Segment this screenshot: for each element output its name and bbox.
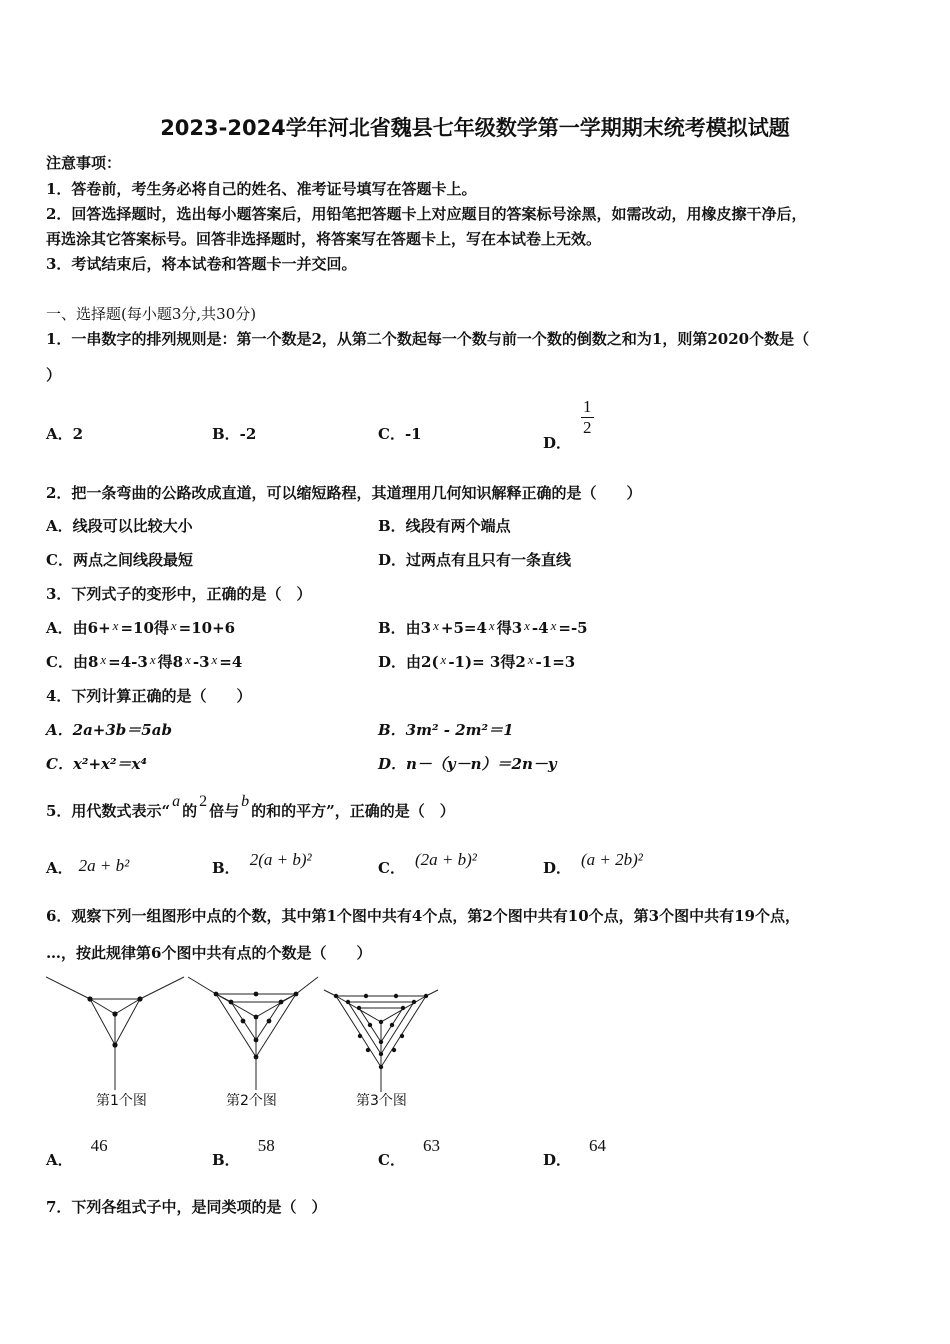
option-value: 58 — [257, 1136, 275, 1155]
notice-item-2a: 2．回答选择题时，选出每小题答案后，用铅笔把答题卡上对应题目的答案标号涂黑，如需改动，用橡皮擦干净后， — [46, 205, 807, 223]
option-value: 63 — [422, 1136, 440, 1155]
var-x: x — [211, 652, 218, 667]
q3-stem: 3．下列式子的变形中，正确的是（ ） — [46, 585, 312, 603]
q7-stem: 7．下列各组式子中，是同类项的是（ ） — [46, 1198, 327, 1216]
option-label: C． — [378, 859, 405, 877]
q1-option-d-label: D． — [543, 433, 572, 452]
option-value: 46 — [90, 1136, 108, 1155]
q6-dot-pattern-figure — [46, 972, 446, 1117]
option-label: D． — [543, 859, 572, 877]
q3-option-b[interactable] — [378, 617, 588, 638]
page-title: 2023-2024学年河北省魏县七年级数学第一学期期末统考模拟试题 — [160, 116, 790, 140]
notice-item-1: 1．答卷前，考生务必将自己的姓名、准考证号填写在答题卡上。 — [46, 180, 477, 198]
q6-stem-2: …，按此规律第6个图中共有点的个数是（ ） — [46, 944, 372, 962]
notice-item-2b: 再选涂其它答案标号。回答非选择题时，将答案写在答题卡上，写在本试卷上无效。 — [46, 230, 602, 248]
q6-option-d[interactable] — [543, 1136, 607, 1170]
text: 的 — [182, 802, 198, 820]
text: A．由6+ — [46, 619, 111, 637]
var-x: x — [100, 652, 107, 667]
q2-stem: 2．把一条弯曲的公路改成直道，可以缩短路程，其道理用几何知识解释正确的是（ ） — [46, 484, 642, 502]
text: C．由8 — [46, 653, 99, 671]
text: 倍与 — [209, 802, 240, 820]
q1-option-a[interactable]: A．2 — [46, 425, 84, 443]
option-label: A． — [46, 1151, 73, 1169]
expression: 2a + b² — [78, 856, 130, 875]
var-x: x — [440, 652, 447, 667]
text: =10+6 — [178, 619, 236, 637]
q5-stem — [46, 793, 455, 821]
expression: (a + 2b)² — [581, 850, 643, 869]
q2-option-d[interactable]: D．过两点有且只有一条直线 — [378, 551, 572, 569]
option-label: B． — [212, 859, 240, 877]
q5-option-c[interactable] — [378, 850, 477, 878]
text: 得8 — [157, 653, 184, 671]
q5-option-d[interactable] — [543, 850, 643, 878]
q4-option-b[interactable]: B．3m² - 2m²＝1 — [378, 721, 514, 739]
q2-option-a[interactable]: A．线段可以比较大小 — [46, 517, 193, 535]
text: 5．用代数式表示“ — [46, 802, 171, 820]
fraction-denominator: 2 — [583, 418, 592, 437]
q1-option-d-fraction — [581, 397, 594, 438]
text: =10得 — [120, 619, 169, 637]
q3-option-c[interactable] — [46, 651, 242, 672]
var-x: x — [185, 652, 191, 667]
text: -3 — [192, 653, 210, 671]
q3-option-d[interactable] — [378, 651, 575, 672]
notice-heading: 注意事项： — [46, 154, 122, 172]
q1-stem-end: ） — [46, 366, 62, 384]
q6-stem-1: 6．观察下列一组图形中点的个数，其中第1个图中共有4个点，第2个图中共有10个点，第3个图中共有19个点， — [46, 907, 800, 925]
q4-stem: 4．下列计算正确的是（ ） — [46, 687, 252, 705]
option-label: B． — [212, 1151, 240, 1169]
var-x: x — [524, 618, 530, 633]
var-x: x — [527, 652, 534, 667]
text: -1)= 3得2 — [448, 653, 526, 671]
q6-option-a[interactable] — [46, 1136, 108, 1170]
q1-option-b[interactable]: B．-2 — [212, 425, 257, 443]
option-label: C． — [378, 1151, 405, 1169]
q6-option-b[interactable] — [212, 1136, 275, 1170]
q2-option-b[interactable]: B．线段有两个端点 — [378, 517, 511, 535]
option-value: 64 — [589, 1136, 607, 1155]
text: =-5 — [558, 619, 588, 637]
figure-2-caption: 第2个图 — [226, 1093, 277, 1109]
var-x: x — [433, 618, 439, 633]
var-x: x — [488, 618, 495, 633]
section-heading: 一、选择题(每小题3分,共30分) — [46, 305, 257, 323]
text: D．由2( — [378, 653, 439, 671]
text: -4 — [531, 619, 549, 637]
figure-1-caption: 第1个图 — [96, 1093, 147, 1109]
q5-option-a[interactable] — [46, 857, 129, 878]
q4-option-d[interactable]: D．n－（y－n）＝2n－y — [378, 755, 557, 773]
var-x: x — [550, 618, 557, 633]
q6-option-c[interactable] — [378, 1136, 440, 1170]
expression: 2(a + b)² — [249, 850, 312, 869]
q5-option-b[interactable] — [212, 850, 312, 878]
q1-option-d[interactable] — [543, 397, 594, 452]
text: +5=4 — [440, 619, 487, 637]
q1-stem: 1．一串数字的排列规则是：第一个数是2，从第二个数起每一个数与前一个数的倒数之和为1，则第2020个数是（ — [46, 330, 810, 348]
fraction-numerator: 1 — [583, 397, 592, 416]
text: 的和的平方”，正确的是（ ） — [251, 802, 455, 820]
q1-option-c[interactable]: C．-1 — [378, 425, 422, 443]
var-x: x — [170, 618, 177, 633]
num-2: 2 — [199, 793, 208, 810]
figure-3-caption: 第3个图 — [356, 1093, 407, 1109]
var-x: x — [112, 618, 119, 633]
option-label: A． — [46, 859, 73, 877]
q2-option-c[interactable]: C．两点之间线段最短 — [46, 551, 193, 569]
text: -1=3 — [535, 653, 576, 671]
text: B．由3 — [378, 619, 432, 637]
notice-item-3: 3．考试结束后，将本试卷和答题卡一并交回。 — [46, 255, 357, 273]
text: =4-3 — [108, 653, 148, 671]
text: =4 — [219, 653, 243, 671]
q4-option-a[interactable]: A．2a+3b＝5ab — [46, 721, 172, 739]
text: 得3 — [496, 619, 523, 637]
expression: (2a + b)² — [414, 850, 477, 869]
var-b: b — [241, 793, 250, 810]
var-a: a — [172, 793, 181, 810]
q3-option-a[interactable] — [46, 617, 235, 638]
q4-option-c[interactable]: C．x²+x²＝x⁴ — [46, 755, 148, 773]
option-label: D． — [543, 1151, 572, 1169]
var-x: x — [149, 652, 156, 667]
